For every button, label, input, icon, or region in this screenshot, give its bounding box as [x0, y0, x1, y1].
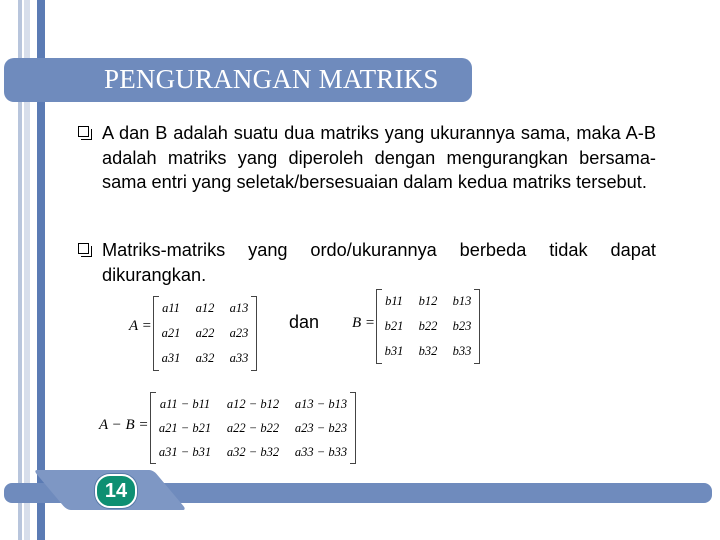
- matrix-diff-cell: a12 − b12: [226, 396, 280, 411]
- matrix-a-cell: a11: [162, 301, 180, 315]
- matrix-diff: [150, 392, 356, 464]
- checkbox-bullet-icon: [78, 243, 89, 254]
- matrix-a-cell: a31: [161, 351, 181, 365]
- matrix-b-cell: b23: [452, 319, 472, 333]
- matrix-diff-cell: a21 − b21: [158, 420, 212, 435]
- matrix-b-cell: b12: [418, 294, 438, 308]
- matrix-a-cell: a23: [229, 326, 249, 340]
- connector-text: dan: [289, 312, 320, 332]
- bullet-item-1: [78, 121, 656, 195]
- page-number-badge: 14: [95, 474, 137, 508]
- matrix-diff-cell: a33 − b33: [294, 444, 348, 459]
- matrix-b-cell: b21: [384, 319, 404, 333]
- matrix-a: [153, 296, 257, 371]
- matrix-a-cell: a13: [229, 301, 249, 315]
- matrix-a-cell: a32: [195, 351, 215, 365]
- matrix-b-cell: b11: [385, 294, 403, 308]
- matrix-b-cell: b31: [384, 344, 404, 358]
- matrix-diff-cell: a31 − b31: [158, 444, 212, 459]
- bullet-text-1: A dan B adalah suatu dua matriks yang ukurannya sama, maka A-B adalah matriks yang diperoleh dengan mengurangkan bersama-sama entri yang seletak/bersesuaian dalam kedua matriks tersebut.: [102, 123, 656, 192]
- matrix-b-cell: b32: [418, 344, 438, 358]
- matrix-a-label: A =: [129, 318, 152, 334]
- matrix-b-label: B =: [352, 315, 376, 331]
- matrix-diff-label: A − B =: [99, 417, 149, 433]
- matrix-a-cell: a33: [229, 351, 249, 365]
- slide-title: PENGURANGAN MATRIKS: [104, 64, 439, 94]
- matrix-diff-cell: a22 − b22: [226, 420, 280, 435]
- matrix-b-cell: b13: [452, 294, 472, 308]
- matrix-diff-cell: a13 − b13: [294, 396, 348, 411]
- bullet-text-2: Matriks-matriks yang ordo/ukurannya berbeda tidak dapat dikurangkan.: [102, 240, 656, 285]
- matrix-b-cell: b22: [418, 319, 438, 333]
- matrix-a-cell: a21: [161, 326, 181, 340]
- matrix-b: [376, 289, 480, 364]
- matrix-diff-cell: a32 − b32: [226, 444, 280, 459]
- matrix-b-cell: b33: [452, 344, 472, 358]
- checkbox-bullet-icon: [78, 126, 89, 137]
- matrix-a-cell: a12: [195, 301, 215, 315]
- matrix-diff-cell: a23 − b23: [294, 420, 348, 435]
- matrix-a-cell: a22: [195, 326, 215, 340]
- bullet-item-2: [78, 238, 656, 287]
- matrix-diff-cell: a11 − b11: [159, 396, 211, 411]
